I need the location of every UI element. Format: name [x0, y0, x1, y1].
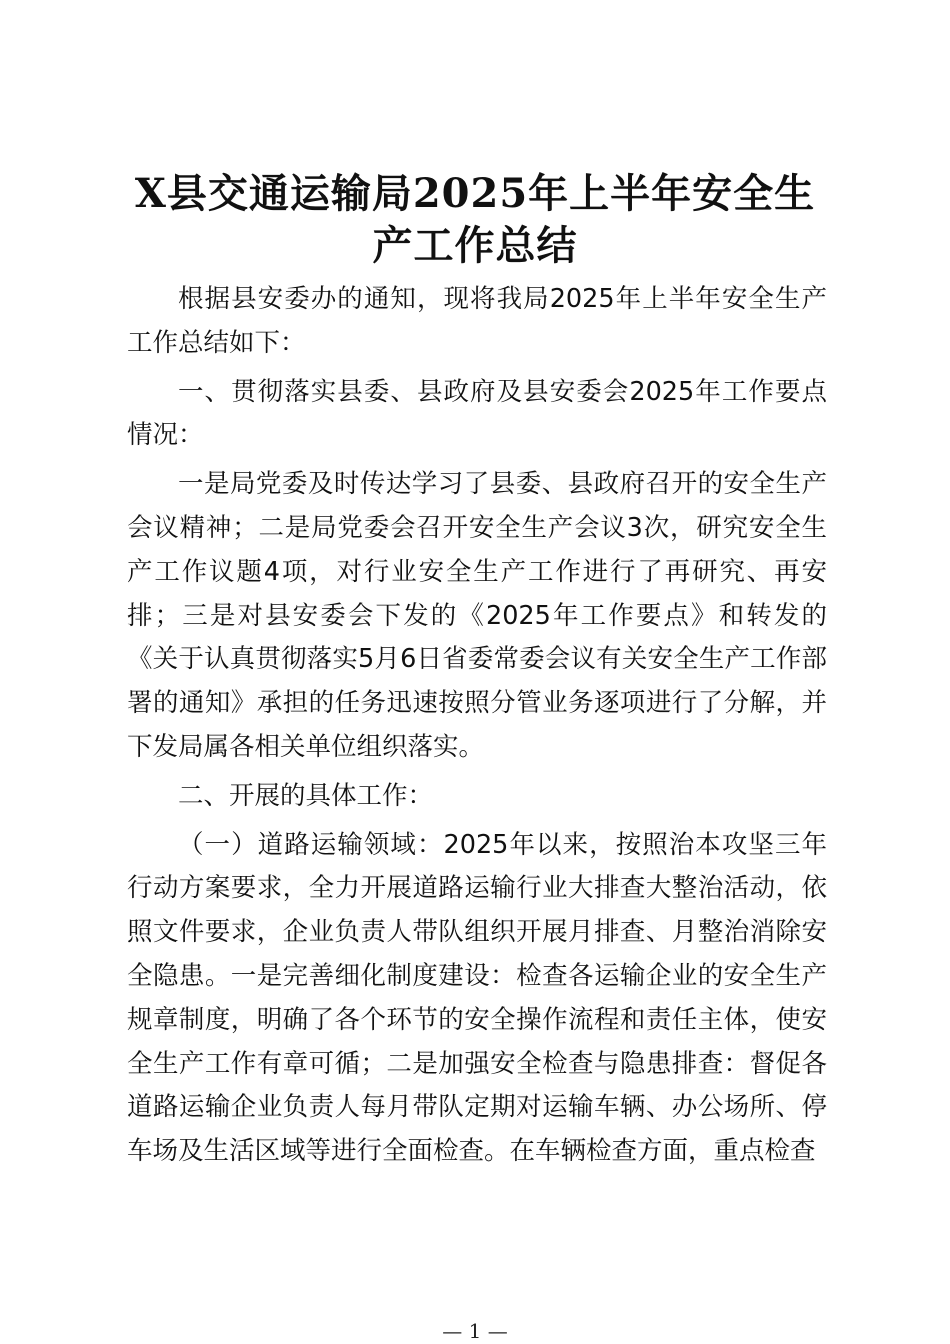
- paragraph-section-1-body: 一是局党委及时传达学习了县委、县政府召开的安全生产会议精神；二是局党委会召开安全生产会议3次，研究安全生产工作议题4项，对行业安全生产工作进行了再研究、再安排；三是对县安委会下发的《2025年工作要点》和转发的《关于认真贯彻落实5月6日省委常委会议有关安全生产工作部署的通知》承担的任务迅速按照分管业务逐项进行了分解，并下发局属各相关单位组织落实。: [127, 469, 827, 762]
- paragraph-road-transport: （一）道路运输领域：2025年以来，按照治本攻坚三年行动方案要求，全力开展道路运输行业大排查大整治活动，依照文件要求，企业负责人带队组织开展月排查、月整治消除安全隐患。一是完善细化制度建设：检查各运输企业的安全生产规章制度，明确了各个环节的安全操作流程和责任主体，使安全生产工作有章可循；二是加强安全检查与隐患排查：督促各道路运输企业负责人每月带队定期对运输车辆、办公场所、停车场及生活区域等进行全面检查。在车辆检查方面，重点检查: [127, 829, 827, 1167]
- paragraph-section-2-heading: 二、开展的具体工作：: [178, 780, 434, 811]
- page-number: — 1 —: [442, 1319, 508, 1343]
- paragraph-section-1-heading: 一、贯彻落实县委、县政府及县安委会2025年工作要点情况：: [127, 376, 827, 451]
- paragraph-intro: 根据县安委办的通知，现将我局2025年上半年安全生产工作总结如下：: [127, 284, 827, 358]
- document-body: [127, 278, 827, 1174]
- document-title-line-2: 产工作总结: [372, 222, 578, 269]
- document-title-line-1: X县交通运输局2025年上半年安全生: [134, 170, 816, 217]
